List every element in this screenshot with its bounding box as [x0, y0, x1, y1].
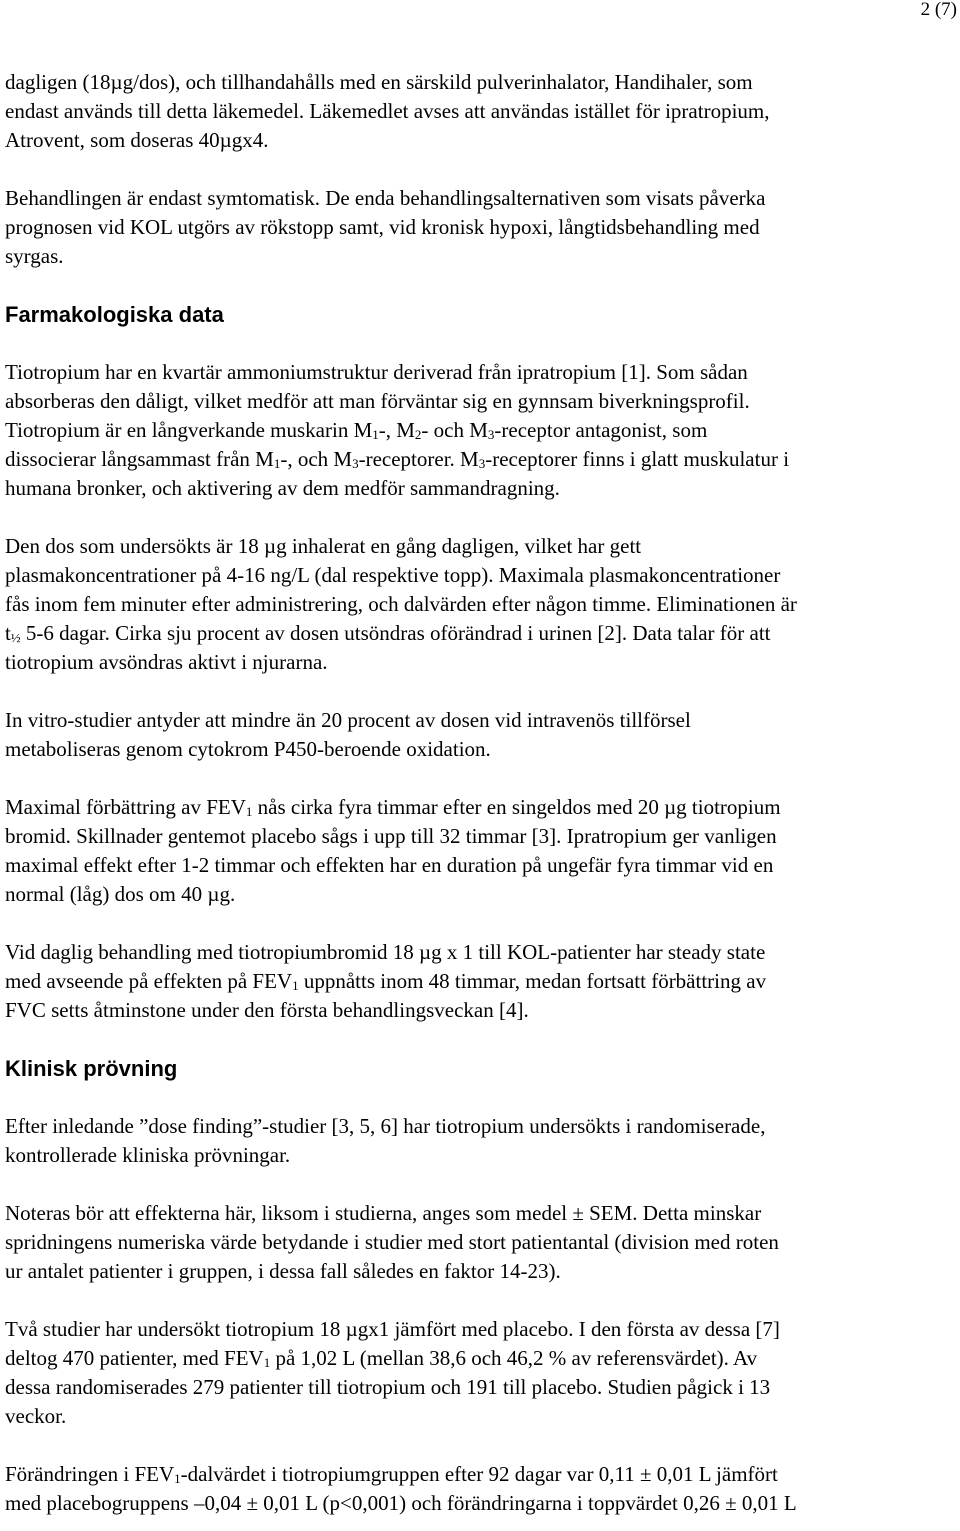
text-line: syrgas. [5, 244, 64, 268]
text-line: Vid daglig behandling med tiotropiumbromid 18 µg x 1 till KOL-patienter har steady state [5, 940, 766, 964]
paragraph-dosing [5, 68, 955, 155]
text-line: tiotropium avsöndras aktivt i njurarna. [5, 650, 328, 674]
paragraph-sem-note [5, 1199, 955, 1286]
text-line: Maximal förbättring av $FEV_1$ nås cirka fyra timmar efter en singeldos med 20 µg tiotropium [5, 795, 781, 819]
text-line: humana bronker, och aktivering av dem medför sammandragning. [5, 476, 560, 500]
text-line: Förändringen i $FEV_1$-dalvärdet i tiotropiumgruppen efter 92 dagar var 0,11 ± 0,01 L jämfört [5, 1462, 778, 1486]
text-line: kontrollerade kliniska prövningar. [5, 1143, 291, 1167]
text-line: FVC setts åtminstone under den första behandlingsveckan [4]. [5, 998, 529, 1022]
text-line: med placebogruppens –0,04 ± 0,01 L (p<0,001) och förändringarna i toppvärdet 0,26 ± 0,01 L [5, 1491, 797, 1515]
text-line: dissocierar långsammast från $M_1-$, och $M_3$-receptorer. $M_3$-receptorer finns i glatt muskulatur i [5, 447, 790, 471]
text-line: bromid. Skillnader gentemot placebo sågs i upp till 32 timmar [3]. Ipratropium ger vanligen [5, 824, 777, 848]
paragraph-metabolism [5, 706, 955, 764]
paragraph-studies [5, 1315, 955, 1431]
text-line: plasmakoncentrationer på 4-16 ng/L (dal respektive topp). Maximala plasmakoncentrationer [5, 563, 781, 587]
paragraph-dose-finding [5, 1112, 955, 1170]
paragraph-pharmacology [5, 358, 955, 503]
text-line: normal (låg) dos om 40 µg. [5, 882, 236, 906]
text-line: Tiotropium är en långverkande muskarin $M_1-$, $M_2-$ och $M_3$-receptor antagonist, som [5, 418, 708, 442]
text-line: Noteras bör att effekterna här, liksom i studierna, anges som medel ± SEM. Detta minskar [5, 1201, 762, 1225]
text-line: Två studier har undersökt tiotropium 18 µgx1 jämfört med placebo. I den första av dessa [7] [5, 1317, 780, 1341]
text-line: maximal effekt efter 1-2 timmar och effekten har en duration på ungefär fyra timmar vid en [5, 853, 774, 877]
text-line: spridningens numeriska värde betydande i studier med stort patientantal (division med roten [5, 1230, 779, 1254]
text-line: endast används till detta läkemedel. Läkemedlet avses att användas istället för ipratropium, [5, 99, 770, 123]
paragraph-results [5, 1460, 955, 1518]
paragraph-steady-state [5, 938, 955, 1025]
text-line: dagligen (18µg/dos), och tillhandahålls med en särskild pulverinhalator, Handihaler, som [5, 70, 753, 94]
text-line: dessa randomiserades 279 patienter till tiotropium och 191 till placebo. Studien pågick i 13 [5, 1375, 771, 1399]
paragraph-treatment [5, 184, 955, 271]
text-line: absorberas den dåligt, vilket medför att man förväntar sig en gynnsam biverkningsprofil. [5, 389, 750, 413]
text-line: deltog 470 patienter, med $FEV_1$ på 1,02 L (mellan 38,6 och 46,2 % av referensvärdet). Av [5, 1346, 758, 1370]
text-line: fås inom fem minuter efter administrering, och dalvärden efter någon timme. Eliminationen är [5, 592, 797, 616]
text-line: Den dos som undersökts är 18 µg inhalerat en gång dagligen, vilket har gett [5, 534, 642, 558]
text-line: Atrovent, som doseras 40µgx4. [5, 128, 269, 152]
page-number: 2 (7) [920, 0, 957, 20]
paragraph-pharmacokinetics [5, 532, 955, 677]
text-line: Behandlingen är endast symtomatisk. De enda behandlingsalternativen som visats påverka [5, 186, 766, 210]
text-line: ur antalet patienter i gruppen, i dessa fall således en faktor 14-23). [5, 1259, 561, 1283]
text-line: Tiotropium har en kvartär ammoniumstruktur deriverad från ipratropium [1]. Som sådan [5, 360, 748, 384]
text-line: $t_{\frac{1}{2}}$ 5-6 dagar. Cirka sju procent av dosen utsöndras oförändrad i urinen [2]. Data talar för att [5, 621, 771, 645]
text-line: veckor. [5, 1404, 67, 1428]
document-body [5, 68, 955, 1518]
text-line: metaboliseras genom cytokrom P450-beroende oxidation. [5, 737, 491, 761]
text-line: med avseende på effekten på $FEV_1$ uppnåtts inom 48 timmar, medan fortsatt förbättring av [5, 969, 767, 993]
text-line: prognosen vid KOL utgörs av rökstopp samt, vid kronisk hypoxi, långtidsbehandling med [5, 215, 760, 239]
text-line: Efter inledande ”dose finding”-studier [3, 5, 6] har tiotropium undersökts i randomiserade, [5, 1114, 766, 1138]
section-heading-clinical-trials: Klinisk prövning [5, 1056, 178, 1081]
section-heading-pharmacology: Farmakologiska data [5, 302, 224, 327]
paragraph-fev1-effect [5, 793, 955, 909]
text-line: In vitro-studier antyder att mindre än 20 procent av dosen vid intravenös tillförsel [5, 708, 691, 732]
